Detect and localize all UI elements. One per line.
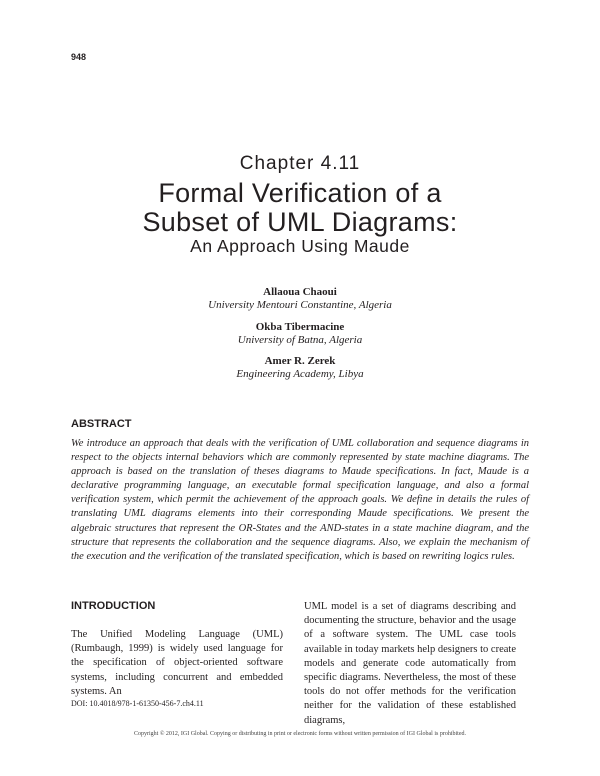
doi-label: DOI: 10.4018/978-1-61350-456-7.ch4.11 — [71, 699, 204, 708]
author-affiliation: University Mentouri Constantine, Algeria — [208, 299, 392, 311]
introduction-left-column: The Unified Modeling Language (UML) (Rumbaugh, 1999) is widely used language for the specification of object-oriented software systems, including concurrent and embedded systems. An — [71, 629, 283, 697]
author-block — [0, 355, 600, 381]
author-block — [0, 321, 600, 347]
introduction-heading: INTRODUCTION — [71, 600, 156, 612]
page-number: 948 — [71, 52, 87, 62]
abstract-text: We introduce an approach that deals with the verification of UML collaboration and sequence diagrams in respect to the objects internal behaviors which are commonly represented by state machine diagrams. The approach is based on the translation of theses diagrams to Maude specifications. In fact, Maude is a declarative programming language, an executable formal specification language, and also a formal verification system, which permit the achievement of the approach goals. We define in details the rules of translating UML diagrams elements into their corresponding Maude specifications. We present the algebraic structures that represent the OR-States and the AND-states in a state machine diagram, and the structure that represents the collaboration and the sequence diagrams. Also, we explain the mechanism of the execution and the verification of the translated specification, which is based on rewriting logics rules. — [71, 438, 529, 562]
author-name: Allaoua Chaoui — [263, 286, 337, 298]
copyright-notice: Copyright © 2012, IGI Global. Copying or distributing in print or electronic forms without written permission of IGI Global is prohibited. — [133, 731, 466, 737]
title-line-1: Formal Verification of a — [158, 178, 442, 208]
author-affiliation: University of Batna, Algeria — [237, 334, 363, 346]
title-line-2: Subset of UML Diagrams: — [142, 207, 458, 237]
introduction-right-column: UML model is a set of diagrams describing and documenting the structure, behavior and the usage of a software system. The UML case tools available in today markets help designers to create models and generate code automatically from specific diagrams. Nevertheless, the most of these tools do not offer methods for the verification neither for the validation of these established diagrams, — [304, 601, 516, 726]
author-name: Okba Tibermacine — [255, 321, 345, 333]
chapter-title — [0, 179, 600, 237]
author-block — [0, 286, 600, 312]
chapter-label: Chapter 4.11 — [239, 153, 361, 174]
author-affiliation: Engineering Academy, Libya — [236, 368, 364, 380]
abstract-heading: ABSTRACT — [71, 418, 132, 430]
author-name: Amer R. Zerek — [264, 355, 336, 367]
chapter-subtitle: An Approach Using Maude — [190, 236, 410, 256]
